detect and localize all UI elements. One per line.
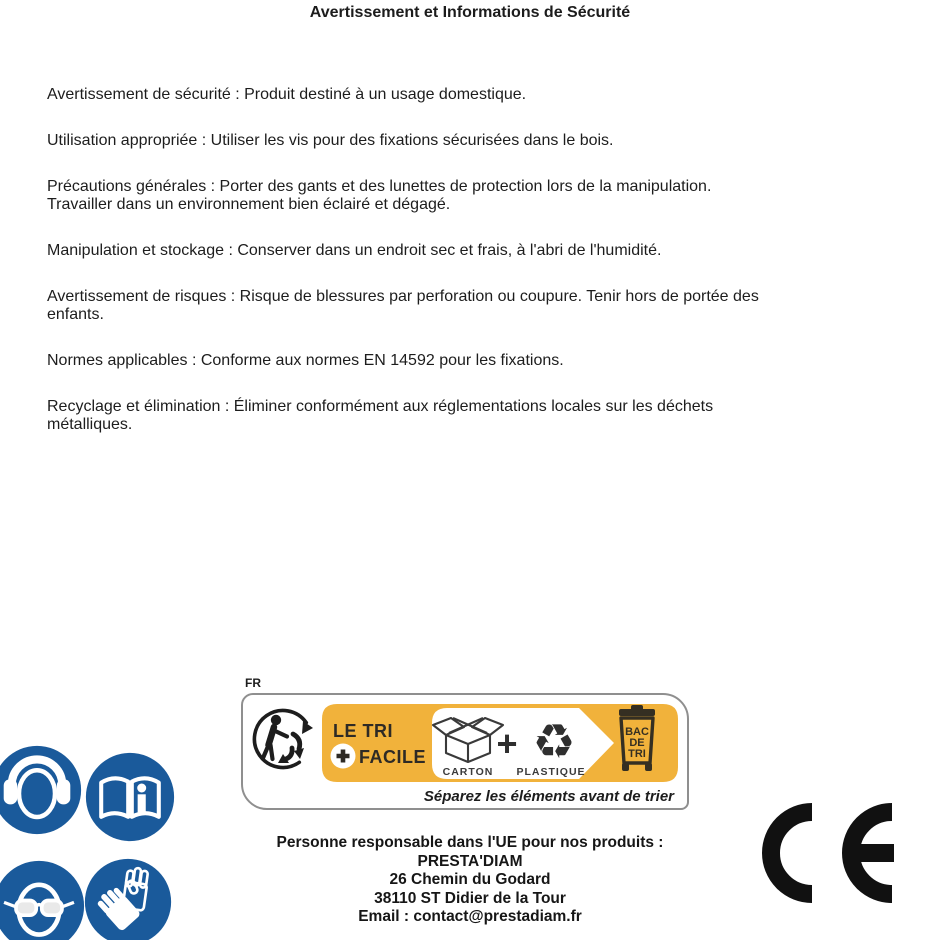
tri-facile-badge bbox=[241, 693, 689, 810]
ce-marking-icon bbox=[762, 803, 894, 903]
email-line: Email : contact@prestadiam.fr bbox=[358, 908, 582, 925]
paragraph-line: Travailler dans un environnement bien éclairé et dégagé. bbox=[47, 196, 451, 213]
triman-icon bbox=[254, 710, 313, 767]
protective-gloves-icon bbox=[84, 858, 172, 940]
address-line: 38110 ST Didier de la Tour bbox=[374, 889, 566, 907]
responsible-person-block bbox=[230, 834, 710, 927]
material-plastique-label: PLASTIQUE bbox=[516, 766, 586, 778]
company-name: PRESTA'DIAM bbox=[417, 852, 523, 870]
paragraph-line: Manipulation et stockage : Conserver dans un endroit sec et frais, à l'abri de l'humidité. bbox=[47, 242, 662, 259]
paragraph-line: Recyclage et élimination : Éliminer conformément aux réglementations locales sur les déchets bbox=[47, 398, 714, 415]
country-code-label: FR bbox=[245, 676, 261, 690]
document-body bbox=[47, 58, 933, 462]
sorting-caption: Séparez les éléments avant de trier bbox=[423, 788, 674, 805]
page-title: Avertissement et Informations de Sécurité bbox=[309, 4, 631, 21]
tagline-bottom-text: FACILE bbox=[359, 747, 427, 767]
material-carton-label: CARTON bbox=[442, 766, 494, 778]
paragraph-line: enfants. bbox=[47, 306, 104, 323]
paragraph-line: Normes applicables : Conforme aux normes EN 14592 pour les fixations. bbox=[47, 352, 564, 369]
address-line: 26 Chemin du Godard bbox=[389, 871, 551, 888]
bin-text-line: DE bbox=[629, 737, 645, 749]
paragraph-line: Avertissement de risques : Risque de blessures par perforation ou coupure. Tenir hors de portée des bbox=[47, 288, 759, 305]
paragraph-line: Avertissement de sécurité : Produit destiné à un usage domestique. bbox=[47, 86, 527, 103]
read-manual-icon bbox=[85, 752, 175, 842]
tagline-top-text: LE TRI bbox=[333, 721, 393, 741]
paragraph-line: Précautions générales : Porter des gants et des lunettes de protection lors de la manipulation. bbox=[47, 178, 712, 195]
paragraph-line: Utilisation appropriée : Utiliser les vis pour des fixations sécurisées dans le bois. bbox=[47, 132, 614, 149]
eye-protection-icon bbox=[0, 860, 85, 940]
bin-text-line: BAC bbox=[625, 726, 649, 738]
paragraph-line: métalliques. bbox=[47, 416, 133, 433]
recycling-triangle-icon: ♻ bbox=[532, 714, 576, 770]
contact-line: Personne responsable dans l'UE pour nos produits : bbox=[276, 834, 664, 851]
materials-plus: + bbox=[496, 723, 518, 764]
ear-protection-icon bbox=[0, 745, 82, 835]
bin-text-line: TRI bbox=[628, 748, 646, 760]
tri-facile-graphic bbox=[243, 695, 687, 808]
recycling-label bbox=[241, 676, 693, 810]
